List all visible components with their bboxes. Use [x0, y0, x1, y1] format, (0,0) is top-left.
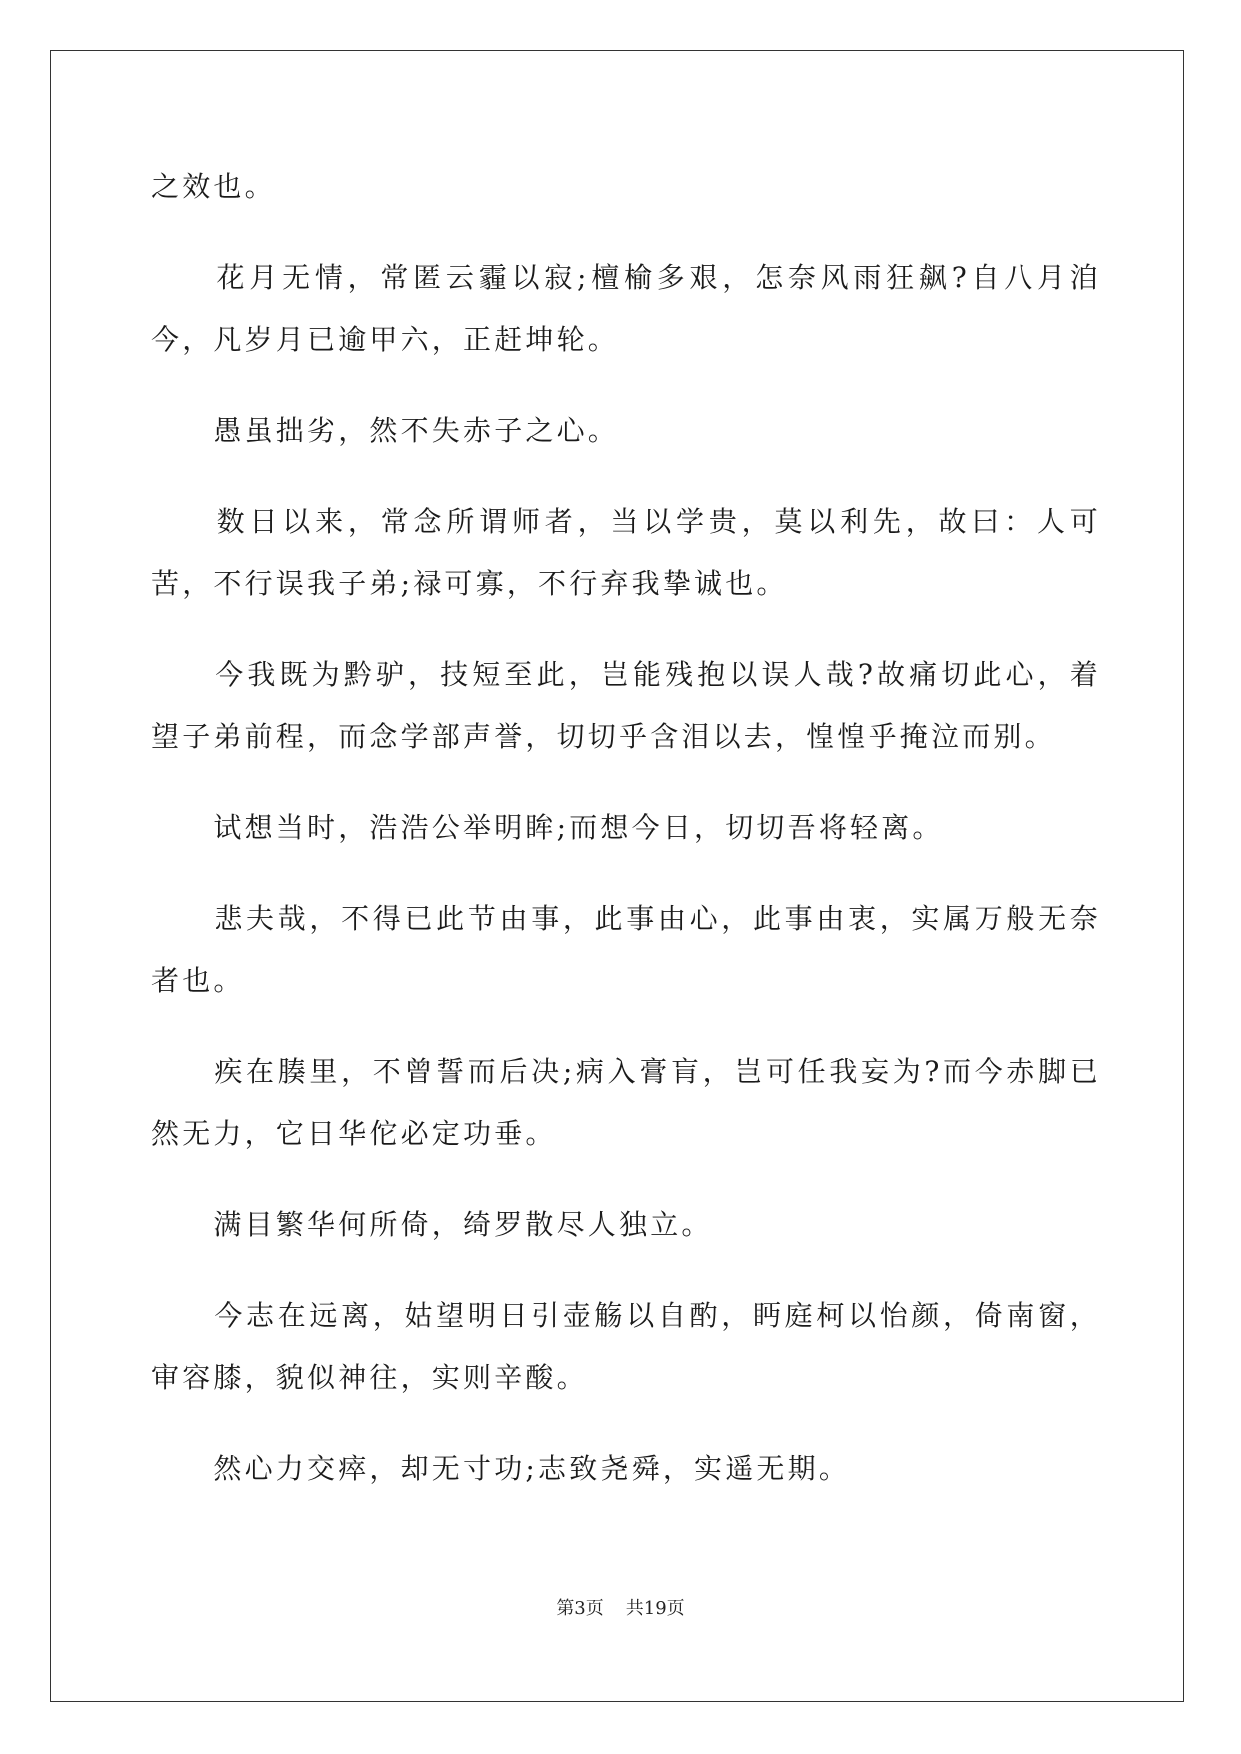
paragraph: 然心力交瘁，却无寸功;志致尧舜，实遥无期。 [151, 1452, 851, 1485]
page-number: 第3页 [556, 1598, 604, 1619]
paragraph: 今我既为黔驴，技短至此，岂能残抱以误人哉?故痛切此心，着望子弟前程，而念学部声誉，切切乎含泪以去，惶惶乎掩泣而别。 [151, 658, 1101, 753]
paragraph: 试想当时，浩浩公举明眸;而想今日，切切吾将轻离。 [151, 811, 944, 844]
paragraph: 愚虽拙劣，然不失赤子之心。 [151, 414, 620, 447]
page-total: 共19页 [625, 1598, 685, 1619]
paragraph: 疾在腠里，不曾誓而后决;病入膏肓，岂可任我妄为?而今赤脚已然无力，它日华佗必定功垂。 [151, 1055, 1101, 1150]
paragraph: 花月无情，常匿云霾以寂;檀榆多艰，怎奈风雨狂飙?自八月洎今，凡岁月已逾甲六，正赶坤轮。 [151, 261, 1101, 356]
paragraph: 之效也。 [151, 170, 276, 203]
document-body [151, 156, 1101, 1500]
page-footer [0, 1594, 1241, 1620]
paragraph: 数日以来，常念所谓师者，当以学贵，莫以利先，故曰：人可苦，不行误我子弟;禄可寡，不行弃我挚诚也。 [151, 505, 1101, 600]
paragraph: 满目繁华何所倚，绮罗散尽人独立。 [151, 1208, 713, 1241]
paragraph: 悲夫哉，不得已此节由事，此事由心，此事由衷，实属万般无奈者也。 [151, 902, 1101, 997]
paragraph: 今志在远离，姑望明日引壶觞以自酌，眄庭柯以怡颜，倚南窗，审容膝，貌似神往，实则辛酸。 [151, 1299, 1101, 1394]
